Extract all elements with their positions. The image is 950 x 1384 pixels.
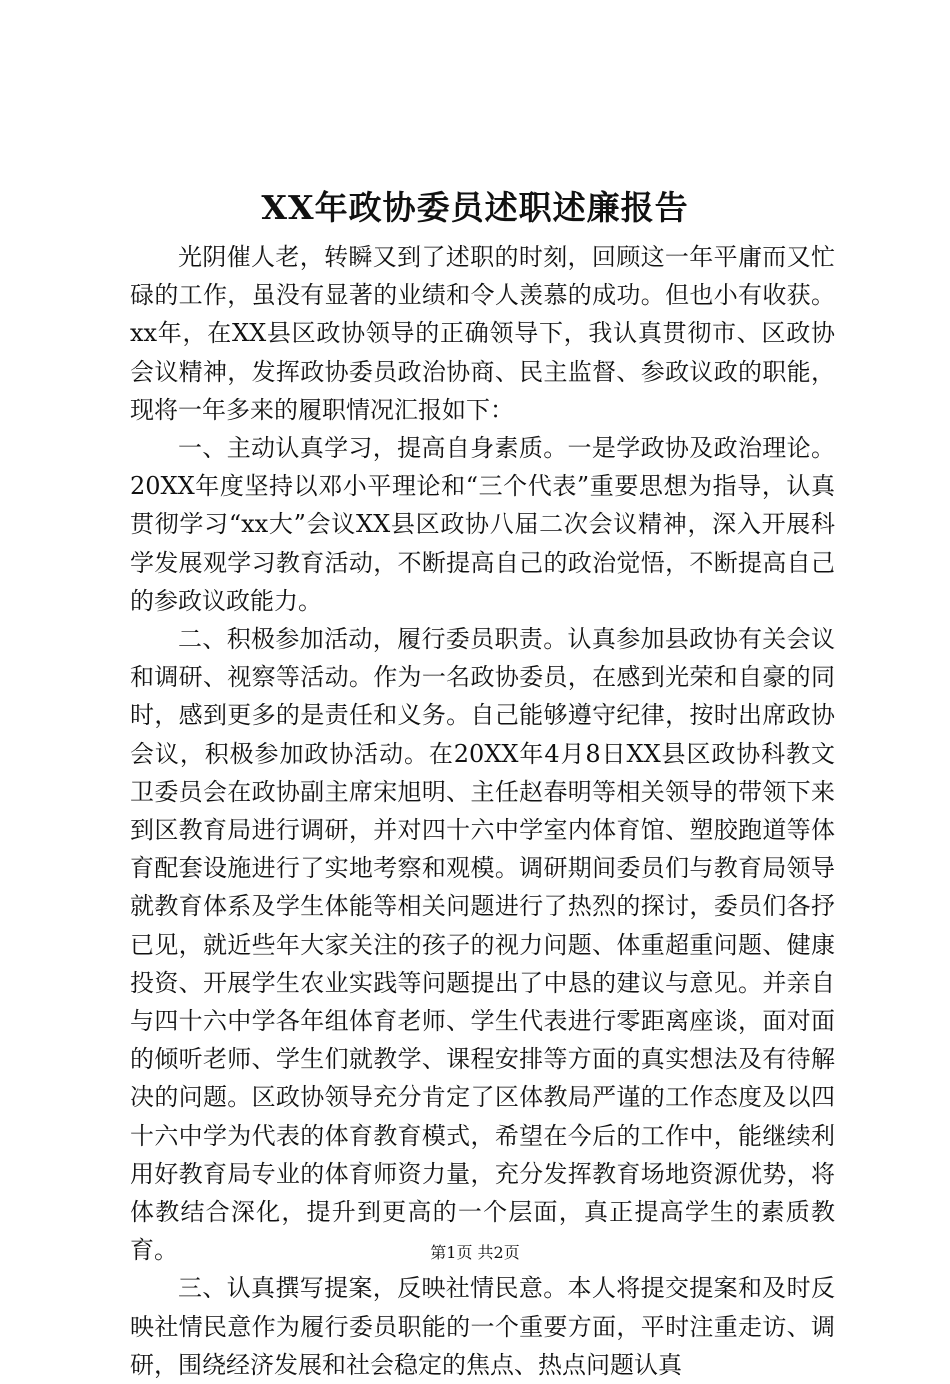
paragraph-section-3: 三、认真撰写提案，反映社情民意。本人将提交提案和及时反映社情民意作为履行委员职能的一个重要方面，平时注重走访、调研，围绕经济发展和社会稳定的焦点、热点问题认真	[130, 1274, 835, 1379]
document-title: XX年政协委员述职述廉报告	[261, 188, 689, 227]
paragraph-intro: 光阴催人老，转瞬又到了述职的时刻，回顾这一年平庸而又忙碌的工作，虽没有显著的业绩和令人羡慕的成功。但也小有收获。xx年，在XX县区政协领导的正确领导下，我认真贯彻市、区政协会议精神，发挥政协委员政治协商、民主监督、参政议政的职能，现将一年多来的履职情况汇报如下：	[130, 243, 835, 424]
paragraph-section-1: 一、主动认真学习，提高自身素质。一是学政协及政治理论。20XX年度坚持以邓小平理论和“三个代表”重要思想为指导，认真贯彻学习“xx大”会议XX县区政协八届二次会议精神，深入开展科学发展观学习教育活动，不断提高自己的政治觉悟，不断提高自己的参政议政能力。	[130, 434, 835, 615]
paragraph-section-2: 二、积极参加活动，履行委员职责。认真参加县政协有关会议和调研、视察等活动。作为一名政协委员，在感到光荣和自豪的同时，感到更多的是责任和义务。自己能够遵守纪律，按时出席政协会议，积极参加政协活动。在20XX年4月8日XX县区政协科教文卫委员会在政协副主席宋旭明、主任赵春明等相关领导的带领下来到区教育局进行调研，并对四十六中学室内体育馆、塑胶跑道等体育配套设施进行了实地考察和观模。调研期间委员们与教育局领导就教育体系及学生体能等相关问题进行了热烈的探讨，委员们各抒已见，就近些年大家关注的孩子的视力问题、体重超重问题、健康投资、开展学生农业实践等问题提出了中恳的建议与意见。并亲自与四十六中学各年组体育老师、学生代表进行零距离座谈，面对面的倾听老师、学生们就教学、课程安排等方面的真实想法及有待解决的问题。区政协领导充分肯定了区体教局严谨的工作态度及以四十六中学为代表的体育教育模式，希望在今后的工作中，能继续利用好教育局专业的体育师资力量，充分发挥教育场地资源优势，将体教结合深化，提升到更高的一个层面，真正提高学生的素质教育。	[130, 625, 835, 1265]
document-body	[130, 238, 835, 1384]
page-footer: 第1页 共2页	[430, 1243, 520, 1262]
